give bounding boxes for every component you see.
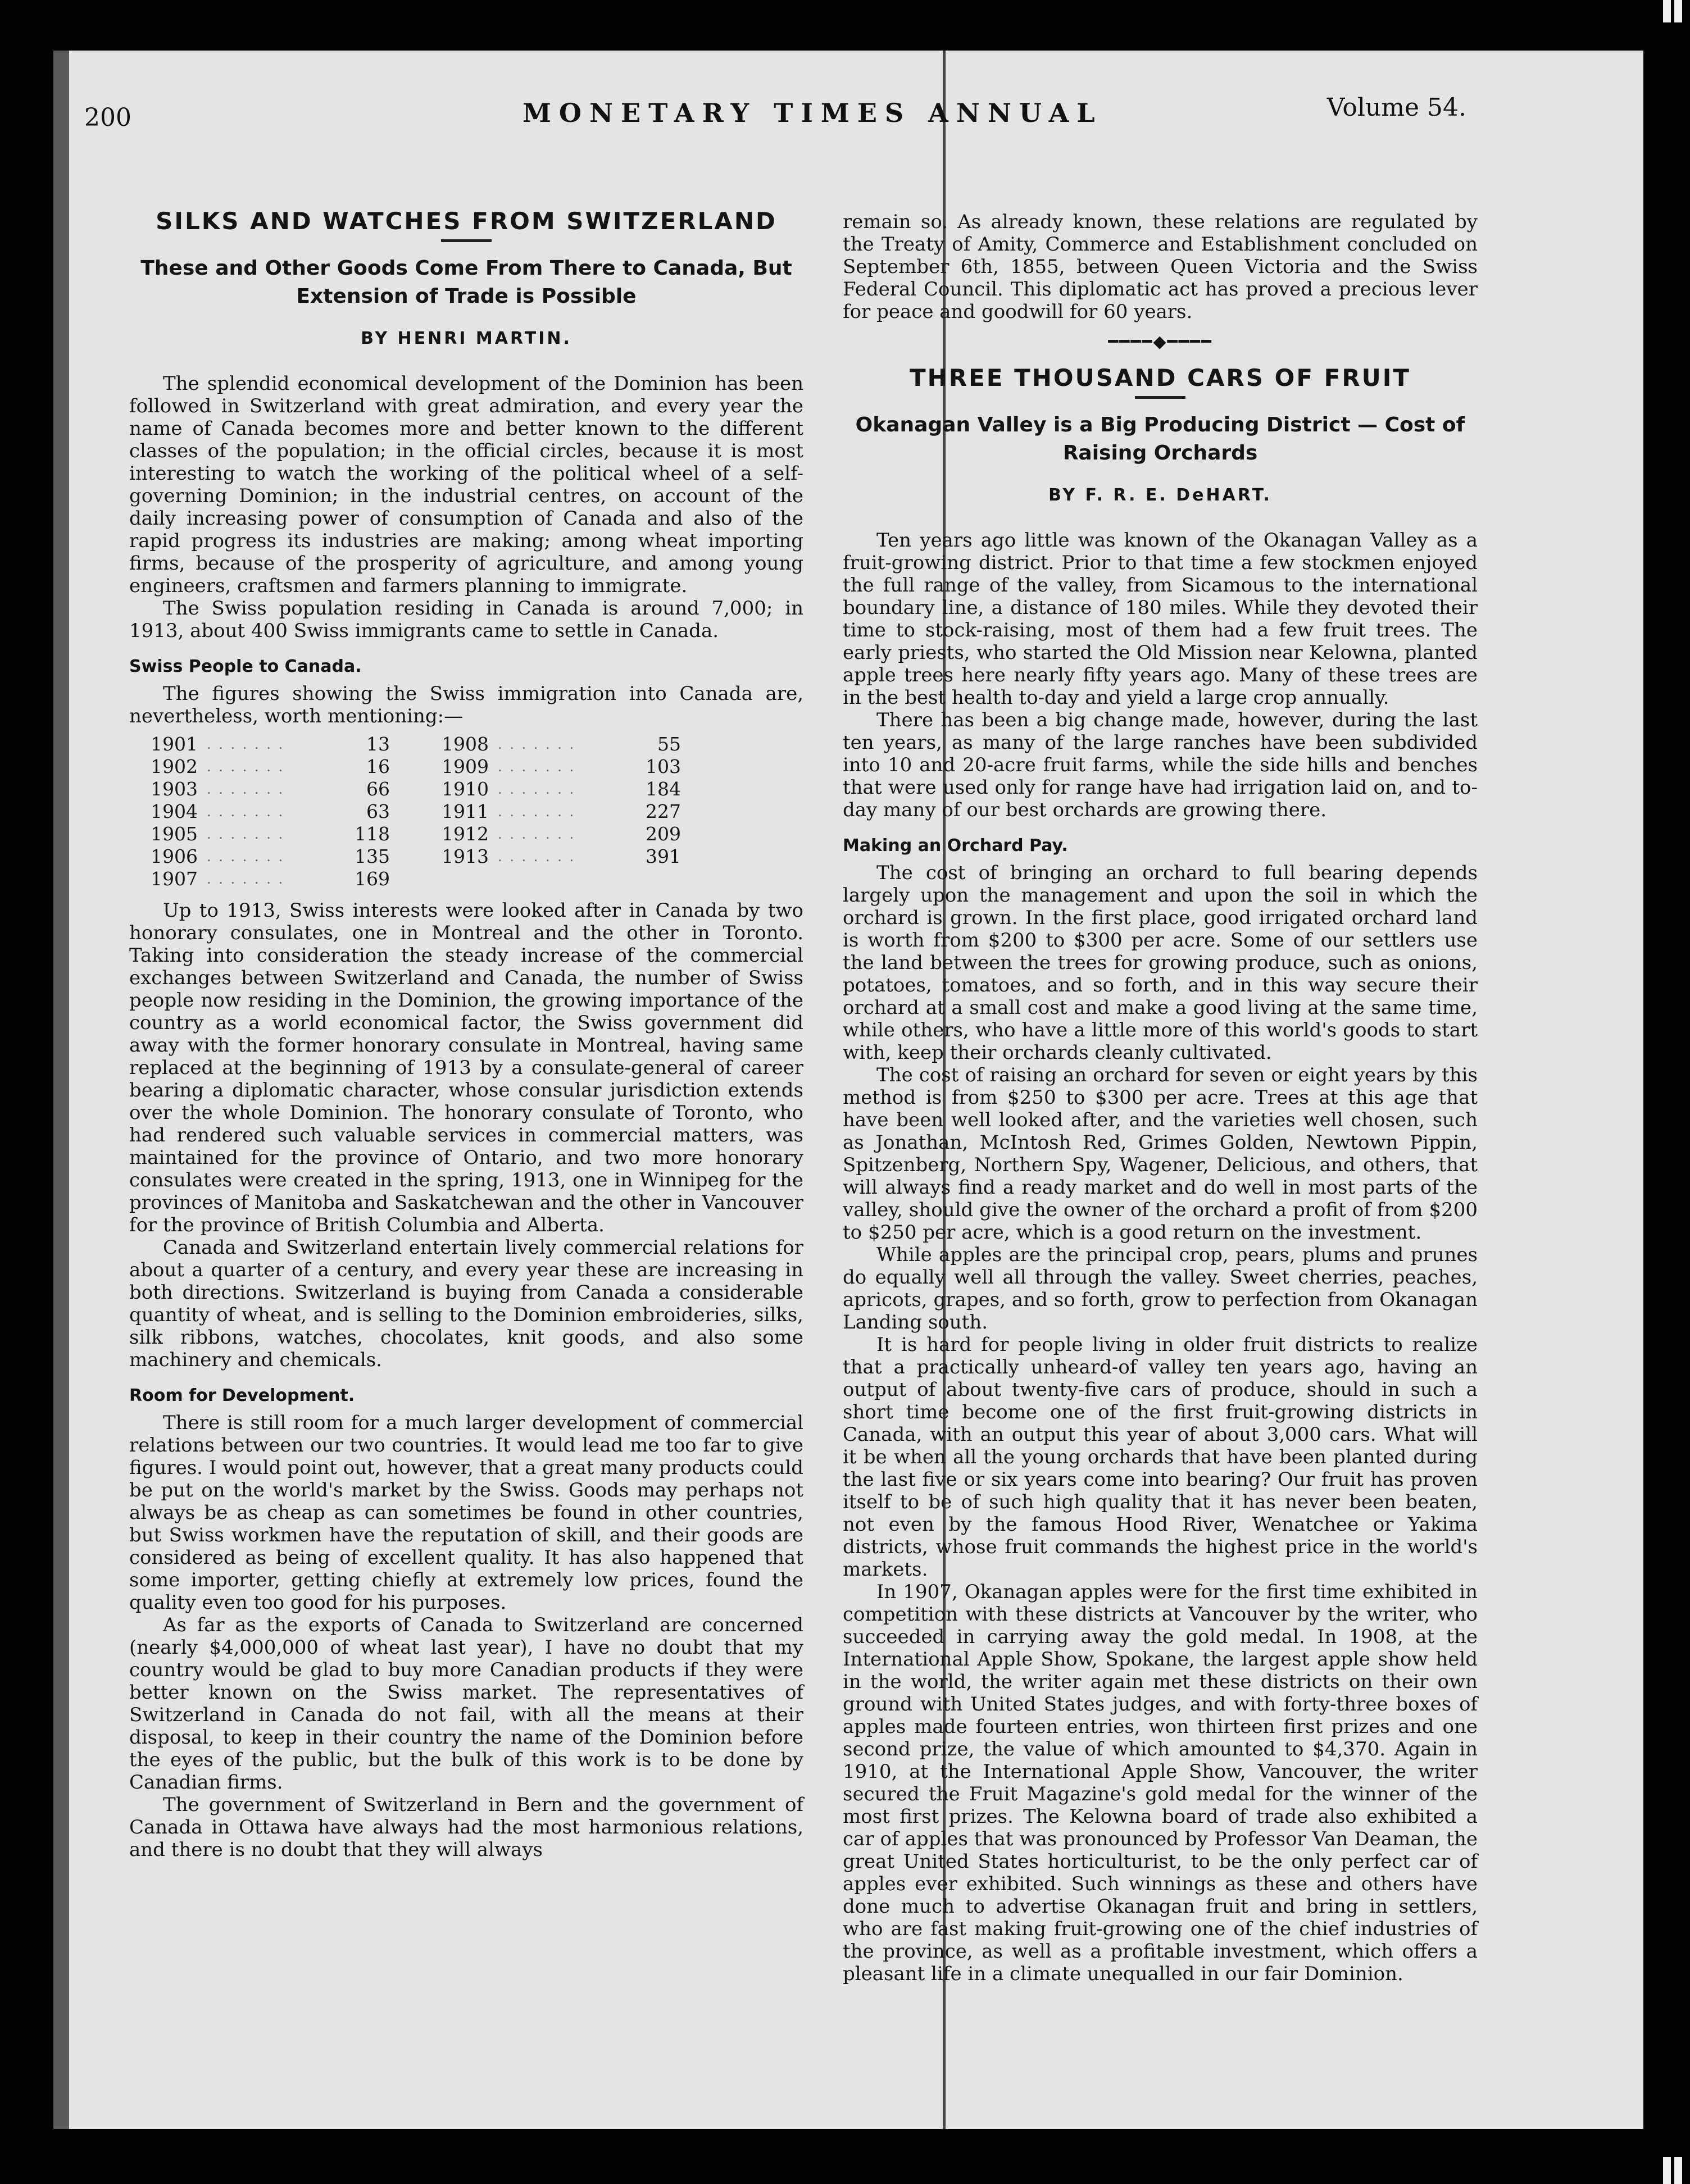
edge-marks: [1662, 0, 1684, 2184]
year-cell: 1903: [151, 778, 198, 800]
dots-leader: . . . . . . .: [206, 871, 285, 887]
dots-leader: . . . . . . .: [497, 804, 576, 820]
dots-leader: . . . . . . .: [497, 781, 576, 797]
section-heading: Swiss People to Canada.: [129, 657, 362, 676]
section-heading: Room for Development.: [129, 1386, 355, 1405]
count-cell: 118: [354, 823, 390, 845]
immigration-row: [146, 868, 685, 890]
article1-byline: BY HENRI MARTIN.: [361, 329, 572, 348]
paragraph: As far as the exports of Canada to Switzerland are concerned (nearly $4,000,000 of wheat last year), I have no doubt that my country would be glad to buy more Canadian products if they were better known on the Swiss market. The representatives of Switzerland in Canada do not fail, with all the means at their disposal, to keep in their country the name of the Dominion before the eyes of the public, but the bulk of this work is to be done by Canadian firms.: [129, 1614, 803, 1794]
spacer: [394, 733, 437, 756]
year-cell: 1902: [151, 756, 198, 777]
article1-subtitle: These and Other Goods Come From There to Canada, But Extension of Trade is Possible: [140, 257, 792, 308]
immigration-row: [146, 778, 685, 800]
right-column: [843, 211, 1478, 1985]
year-cell: [437, 868, 493, 890]
immigration-row: [146, 733, 685, 756]
count-cell: 391: [645, 845, 681, 867]
count-cell: 13: [366, 733, 390, 755]
publication-title: MONETARY TIMES ANNUAL: [523, 98, 1103, 128]
page-number: 200: [84, 103, 131, 132]
dots-leader: . . . . . . .: [206, 759, 285, 775]
paragraph: The cost of raising an orchard for seven or eight years by this method is from $250 to $300 per acre. Trees at this age that have been well looked after, and the varieties well chosen, such as Jonathan, McIntosh Red, Grimes Golden, Newtown Pippin, Spitzenberg, Northern Spy, Wagener, Delicious, and others, that will always find a ready market and do well in most parts of the valley, should give the owner of the orchard a profit of from $200 to $250 per acre, which is a good return on the investment.: [843, 1064, 1478, 1244]
dots-leader: . . . . . . .: [497, 849, 576, 865]
count-cell: [615, 868, 685, 890]
article2-subtitle: Okanagan Valley is a Big Producing District — Cost of Raising Orchards: [855, 413, 1465, 465]
year-cell: 1906: [151, 845, 198, 867]
dots-leader: . . . . . . .: [206, 804, 285, 820]
paragraph: Ten years ago little was known of the Okanagan Valley as a fruit-growing district. Prior to that time a few stockmen enjoyed the full range of the valley, from Sicamous to the international boundary line, a distance of 180 miles. While they devoted their time to stock-raising, most of them had a few fruit trees. The early priests, who started the Old Mission near Kelowna, planted apple trees here nearly fifty years ago. Many of these trees are in the best health to-day and yield a large crop annually.: [843, 529, 1478, 709]
immigration-row: [146, 823, 685, 845]
paragraph: The splendid economical development of the Dominion has been followed in Switzerland with great admiration, and every year the name of Canada becomes more and better known to the different classes of the population; in the official circles, because it is most interesting to watch the working of the political wheel of a self-governing Dominion; in the industrial centres, on account of the daily increasing power of consumption of Canada and also of the rapid progress its industries are making; among wheat importing firms, because of the prosperity of agriculture, and among young engineers, craftsmen and farmers planning to immigrate.: [129, 372, 803, 597]
year-cell: 1907: [151, 868, 198, 890]
count-cell: 184: [645, 778, 681, 800]
year-cell: 1904: [151, 800, 198, 822]
running-header: [84, 90, 1466, 135]
dots-leader: . . . . . . .: [206, 826, 285, 842]
article2-byline: BY F. R. E. DeHART.: [1048, 485, 1272, 505]
count-cell: 66: [366, 778, 390, 800]
article2-title: THREE THOUSAND CARS OF FRUIT: [909, 364, 1411, 392]
year-cell: 1910: [441, 778, 489, 800]
year-cell: 1911: [441, 800, 489, 822]
paragraph: There is still room for a much larger development of commercial relations between our two countries. It would lead me too far to give figures. I would point out, however, that a great many products could be put on the world's market by the Swiss. Goods may perhaps not always be as cheap as can sometimes be found in other countries, but Swiss workmen have the reputation of skill, and their goods are considered as being of excellent quality. It has also happened that some importer, getting chiefly at extremely low prices, found the quality even too good for his purposes.: [129, 1412, 803, 1614]
year-cell: 1913: [441, 845, 489, 867]
count-cell: 55: [657, 733, 681, 755]
paragraph: While apples are the principal crop, pears, plums and prunes do equally well all through the valley. Sweet cherries, peaches, apricots, grapes, and so forth, grow to perfection from Okanagan Landing south.: [843, 1244, 1478, 1334]
paragraph: There has been a big change made, however, during the last ten years, as many of the large ranches have been subdivided into 10 and 20-acre fruit farms, while the side hills and benches that were used only for range have had irrigation laid on, and to-day many of our best orchards are growing there.: [843, 709, 1478, 821]
count-cell: 227: [645, 800, 681, 822]
immigration-table: [146, 733, 685, 890]
dots-leader: [493, 868, 615, 890]
article1-title: SILKS AND WATCHES FROM SWITZERLAND: [156, 207, 777, 235]
count-cell: 103: [645, 756, 681, 777]
title-rule: [1135, 396, 1185, 399]
immigration-row: [146, 845, 685, 868]
immigration-row: [146, 756, 685, 778]
dots-leader: . . . . . . .: [497, 736, 576, 752]
dots-leader: . . . . . . .: [206, 849, 285, 865]
section-heading: Making an Orchard Pay.: [843, 836, 1068, 856]
title-rule: [441, 239, 492, 242]
count-cell: 63: [366, 800, 390, 822]
year-cell: 1908: [441, 733, 489, 755]
year-cell: 1912: [441, 823, 489, 845]
count-cell: 169: [354, 868, 390, 890]
year-cell: 1909: [441, 756, 489, 777]
dots-leader: . . . . . . .: [206, 736, 285, 752]
volume-label: Volume 54.: [1326, 93, 1466, 122]
paragraph: The figures showing the Swiss immigration into Canada are, nevertheless, worth mentioning:—: [129, 683, 803, 727]
immigration-row: [146, 800, 685, 823]
paragraph: The cost of bringing an orchard to full bearing depends largely upon the management and upon the soil in which the orchard is grown. In the first place, good irrigated orchard land is worth from $200 to $300 per acre. Some of our settlers use the land between the trees for growing produce, such as onions, potatoes, tomatoes, and so forth, and in this way secure their orchard at a small cost and make a good living at the same time, while others, who have a little more of this world's goods to start with, keep their orchards cleanly cultivated.: [843, 862, 1478, 1064]
spacer: [394, 756, 437, 778]
dots-leader: . . . . . . .: [497, 759, 576, 775]
count-cell: 16: [366, 756, 390, 777]
paragraph: Canada and Switzerland entertain lively commercial relations for about a quarter of a century, and every year these are increasing in both directions. Switzerland is buying from Canada a considerable quantity of wheat, and is selling to the Dominion embroideries, silks, silk ribbons, watches, chocolates, knit goods, and also some machinery and chemicals.: [129, 1236, 803, 1371]
spacer: [394, 800, 437, 823]
year-cell: 1901: [151, 733, 198, 755]
dots-leader: . . . . . . .: [206, 781, 285, 797]
count-cell: 209: [645, 823, 681, 845]
spacer: [394, 845, 437, 868]
year-cell: 1905: [151, 823, 198, 845]
paragraph: It is hard for people living in older fruit districts to realize that a practically unheard-of valley ten years ago, having an output of about twenty-five cars of produce, should in such a short time become one of the first fruit-growing districts in Canada, with an output this year of about 3,000 cars. What will it be when all the young orchards that have been planted during the last five or six years come into bearing? Our fruit has proven itself to be of such high quality that it has never been beaten, not even by the famous Hood River, Wenatchee or Yakima districts, whose fruit commands the highest price in the world's markets.: [843, 1334, 1478, 1581]
paragraph-continued: remain so. As already known, these relations are regulated by the Treaty of Amity, Commerce and Establishment concluded on September 6th, 1855, between Queen Victoria and the Swiss Federal Council. This diplomatic act has proved a precious lever for peace and goodwill for 60 years.: [843, 211, 1478, 323]
paragraph: Up to 1913, Swiss interests were looked after in Canada by two honorary consulates, one in Montreal and the other in Toronto. Taking into consideration the steady increase of the commercial exchanges between Switzerland and Canada, the number of Swiss people now residing in the Dominion, the growing importance of the country as a world economical factor, the Swiss government did away with the former honorary consulate in Montreal, having same replaced at the beginning of 1913 by a consulate-general of career bearing a diplomatic character, whose consular jurisdiction extends over the whole Dominion. The honorary consulate of Toronto, who had rendered such valuable services in commercial matters, was maintained for the province of Ontario, and two more honorary consulates were created in the spring, 1913, one in Winnipeg for the provinces of Manitoba and Saskatchewan and the other in Vancouver for the province of British Columbia and Alberta.: [129, 899, 803, 1236]
spacer: [394, 868, 437, 890]
divider-ornament: ━━━━◆━━━━: [1108, 332, 1212, 352]
paragraph: The Swiss population residing in Canada is around 7,000; in 1913, about 400 Swiss immigrants came to settle in Canada.: [129, 597, 803, 642]
left-column: [129, 197, 803, 1861]
spacer: [394, 823, 437, 845]
paragraph: The government of Switzerland in Bern and the government of Canada in Ottawa have always had the most harmonious relations, and there is no doubt that they will always: [129, 1794, 803, 1861]
dots-leader: . . . . . . .: [497, 826, 576, 842]
count-cell: 135: [354, 845, 390, 867]
spacer: [394, 778, 437, 800]
paragraph: In 1907, Okanagan apples were for the first time exhibited in competition with these districts at Vancouver by the writer, who succeeded in carrying away the gold medal. In 1908, at the International Apple Show, Spokane, the largest apple show held in the world, the writer again met these districts on their own ground with United States judges, and with forty-three boxes of apples made fourteen entries, won thirteen first prizes and one second prize, the value of which amounted to $4,370. Again in 1910, at the International Apple Show, Vancouver, the writer secured the Fruit Magazine's gold medal for the winner of the most first prizes. The Kelowna board of trade also exhibited a car of apples that was pronounced by Professor Van Deaman, the great United States horticulturist, to be the only perfect car of apples ever exhibited. Such winnings as these and others have done much to advertise Okanagan fruit and bring in settlers, who are fast making fruit-growing one of the chief industries of the province, as well as a profitable investment, which offers a pleasant life in a climate unequalled in our fair Dominion.: [843, 1581, 1478, 1985]
